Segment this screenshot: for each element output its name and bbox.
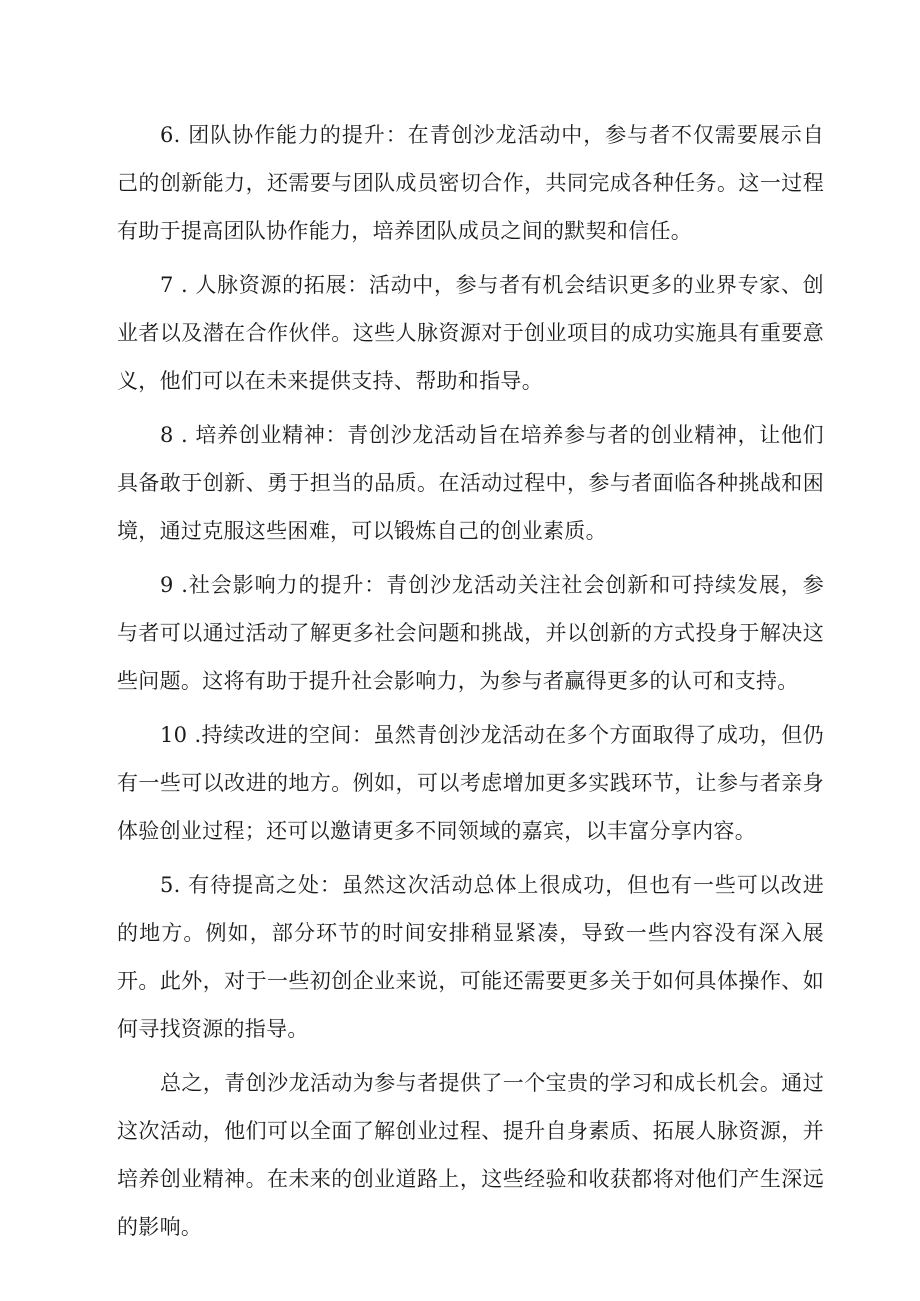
paragraph-areas-to-improve: 5. 有待提高之处：虽然这次活动总体上很成功，但也有一些可以改进的地方。例如，部分环节的时间安排稍显紧凑，导致一些内容没有深入展开。此外，对于一些初创企业来说，可能还需要更多关于如何具体操作、如何寻找资源的指导。 <box>117 873 824 1041</box>
paragraph-continuous-improvement: 10 .持续改进的空间：虽然青创沙龙活动在多个方面取得了成功，但仍有一些可以改进的地方。例如，可以考虑增加更多实践环节，让参与者亲身体验创业过程；还可以邀请更多不同领域的嘉宾，以丰富分享内容。 <box>117 723 824 843</box>
paragraph-team-collaboration: 6. 团队协作能力的提升：在青创沙龙活动中，参与者不仅需要展示自己的创新能力，还需要与团队成员密切合作，共同完成各种任务。这一过程有助于提高团队协作能力，培养团队成员之间的默契和信任。 <box>117 123 824 243</box>
paragraph-network-resources: 7 . 人脉资源的拓展：活动中，参与者有机会结识更多的业界专家、创业者以及潜在合作伙伴。这些人脉资源对于创业项目的成功实施具有重要意义，他们可以在未来提供支持、帮助和指导。 <box>117 273 824 393</box>
paragraph-entrepreneurial-spirit: 8 . 培养创业精神：青创沙龙活动旨在培养参与者的创业精神，让他们具备敢于创新、勇于担当的品质。在活动过程中，参与者面临各种挑战和困境，通过克服这些困难，可以锻炼自己的创业素质。 <box>117 423 824 543</box>
paragraph-conclusion: 总之，青创沙龙活动为参与者提供了一个宝贵的学习和成长机会。通过这次活动，他们可以全面了解创业过程、提升自身素质、拓展人脉资源，并培养创业精神。在未来的创业道路上，这些经验和收获都将对他们产生深远的影响。 <box>117 1071 824 1239</box>
document-page <box>117 111 824 1257</box>
paragraph-social-influence: 9 .社会影响力的提升：青创沙龙活动关注社会创新和可持续发展，参与者可以通过活动了解更多社会问题和挑战，并以创新的方式投身于解决这些问题。这将有助于提升社会影响力，为参与者赢得更多的认可和支持。 <box>117 573 824 693</box>
